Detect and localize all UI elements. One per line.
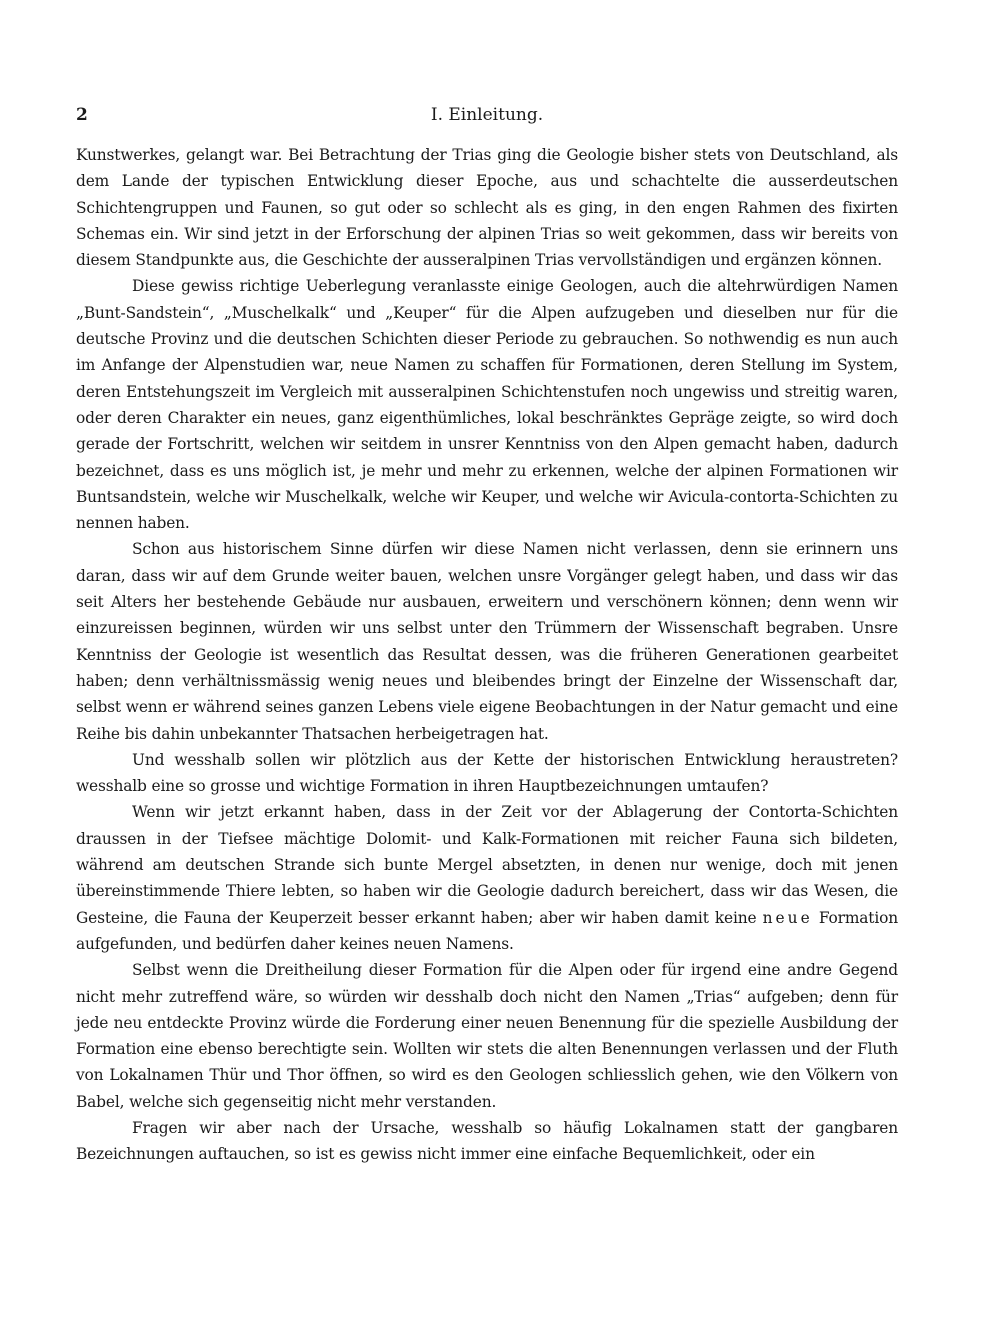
paragraph-6: Selbst wenn die Dreitheilung dieser Formation für die Alpen oder für irgend eine andre Gegend nicht mehr zutreffend wäre, so würden wir desshalb doch nicht den Namen „Trias“ aufgeben; denn für jede neu entdeckte Provinz würde die Forderung einer neuen Benennung für die spezielle Ausbildung der Formation eine ebenso berechtigte sein. Wollten wir stets die alten Benennungen verlassen und der Fluth von Lokalnamen Thür und Thor öffnen, so wird es den Geologen schliesslich gehen, wie den Völkern von Babel, welche sich gegenseitig nicht mehr verstanden. — [76, 961, 898, 1111]
paragraph-5-emphasis: neue — [762, 908, 813, 927]
book-page — [76, 100, 898, 1168]
chapter-title: I. Einleitung. — [430, 105, 544, 125]
paragraph-1: Kunstwerkes, gelangt war. Bei Betrachtung der Trias ging die Geologie bisher stets von Deutschland, als dem Lande der typischen Entwicklung dieser Epoche, aus und schachtelte die ausserdeutschen Schichtengruppen und Faunen, so gut oder so schlecht als es ging, in den engen Rahmen des fixirten Schemas ein. Wir sind jetzt in der Erforschung der alpinen Trias so weit gekommen, dass wir bereits von diesem Standpunkte aus, die Geschichte der ausseralpinen Trias vervollständigen und ergänzen können. — [76, 146, 898, 270]
page-number: 2 — [76, 105, 88, 125]
paragraph-4: Und wesshalb sollen wir plötzlich aus der Kette der historischen Entwicklung heraustreten? wesshalb eine so grosse und wichtige Formation in ihren Hauptbezeichnungen umtaufen? — [76, 750, 898, 796]
paragraph-5-text-after: Formation aufgefunden, und bedürfen daher keines neuen Namens. — [76, 908, 898, 953]
running-head — [76, 100, 898, 130]
paragraph-7: Fragen wir aber nach der Ursache, wesshalb so häufig Lokalnamen statt der gangbaren Bezeichnungen auftauchen, so ist es gewiss nicht immer eine einfache Bequemlichkeit, oder ein — [76, 1118, 898, 1164]
body-text — [76, 142, 898, 1168]
paragraph-5 — [76, 799, 898, 957]
paragraph-3: Schon aus historischem Sinne dürfen wir diese Namen nicht verlassen, denn sie erinnern uns daran, dass wir auf dem Grunde weiter bauen, welchen unsre Vorgänger gelegt haben, und dass wir das seit Alters her bestehende Gebäude nur ausbauen, erweitern und verschönern können; denn wenn wir einzureissen beginnen, würden wir uns selbst unter den Trümmern der Wissenschaft begraben. Unsre Kenntniss der Geologie ist wesentlich das Resultat dessen, was die früheren Generationen gearbeitet haben; denn verhältnissmässig wenig neues und bleibendes bringt der Einzelne der Wissenschaft dar, selbst wenn er während seines ganzen Lebens viele eigene Beobachtungen in der Natur gemacht und eine Reihe bis dahin unbekannter Thatsachen herbeigetragen hat. — [76, 540, 898, 743]
paragraph-5-text-before: Wenn wir jetzt erkannt haben, dass in der Zeit vor der Ablagerung der Contorta-Schichten draussen in der Tiefsee mächtige Dolomit- und Kalk-Formationen mit reicher Fauna sich bildeten, während am deutschen Strande sich bunte Mergel absetzten, in denen nur wenige, doch mit jenen übereinstimmende Thiere lebten, so haben wir die Geologie dadurch bereichert, dass wir das Wesen, die Gesteine, die Fauna der Keuperzeit besser erkannt haben; aber wir haben damit keine — [76, 803, 898, 927]
paragraph-2: Diese gewiss richtige Ueberlegung veranlasste einige Geologen, auch die altehrwürdigen Namen „Bunt-Sandstein“, „Muschelkalk“ und „Keuper“ für die Alpen aufzugeben und dieselben nur für die deutsche Provinz und die deutschen Schichten dieser Periode zu gebrauchen. So nothwendig es nun auch im Anfange der Alpenstudien war, neue Namen zu schaffen für Formationen, deren Stellung im System, deren Entstehungszeit im Vergleich mit ausseralpinen Schichtenstufen noch ungewiss und streitig waren, oder deren Charakter ein neues, ganz eigenthümliches, lokal beschränktes Gepräge zeigte, so wird doch gerade der Fortschritt, welchen wir seitdem in unsrer Kenntniss von den Alpen gemacht haben, dadurch bezeichnet, dass es uns möglich ist, je mehr und mehr zu erkennen, welche der alpinen Formationen wir Buntsandstein, welche wir Muschelkalk, welche wir Keuper, und welche wir Avicula-contorta-Schichten zu nennen haben. — [76, 277, 898, 533]
